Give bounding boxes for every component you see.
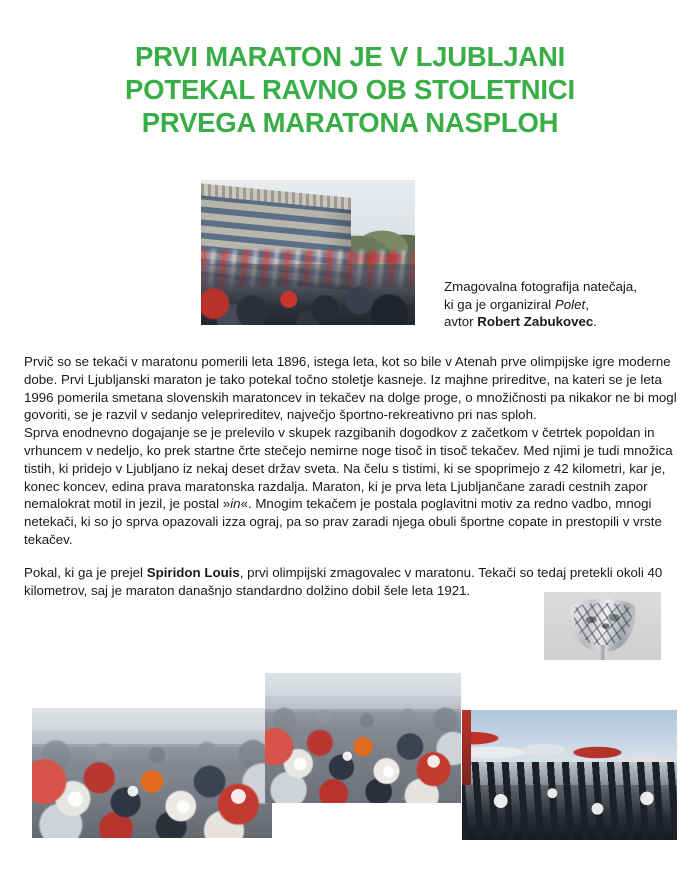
paragraph-1: Prvič so se tekači v maratonu pomerili leta 1896, istega leta, kot so bile v Atenah prve olimpijske igre moderne dobe. Prvi Ljubljanski maraton je tako potekal točno stoletje kasneje. Iz majhne prireditve, na kateri se je leta 1996 pomerila smetana slovenskih maratoncev in tekačev na dolge proge, o množičnosti pa nikakor ne bi mogl govoriti, se je razvil v sedanjo veleprireditev, največjo športno-rekreativno pri nas sploh.	[24, 354, 677, 423]
title-line-2: POTEKAL RAVNO OB STOLETNICI	[125, 74, 575, 105]
caption-line-2-post: ,	[585, 296, 589, 312]
spiridon-louis-name: Spiridon Louis	[146, 564, 240, 580]
paragraph-3-pre: Pokal, ki ga je prejel	[24, 564, 147, 580]
photo-content	[32, 708, 272, 838]
caption-author-name: Robert Zabukovec	[477, 314, 594, 329]
race-bibs	[32, 708, 272, 838]
winning-photo-parliament-crowd	[201, 180, 415, 325]
photo-content	[201, 180, 415, 325]
race-bibs	[265, 673, 461, 803]
photo-content	[265, 673, 461, 803]
race-bibs	[462, 710, 677, 840]
photo-content	[462, 710, 677, 840]
caption-line-2-pre: ki ga je organiziral	[444, 296, 555, 312]
paragraph-2	[24, 424, 678, 549]
trophy-stem	[598, 645, 606, 660]
spectator-crowd	[201, 264, 415, 325]
caption-line-3-post: .	[593, 314, 597, 329]
photo-caption	[444, 278, 679, 331]
caption-line-1: Zmagovalna fotografija natečaja,	[444, 279, 637, 294]
title-line-1: PRVI MARATON JE V LJUBLJANI	[134, 41, 566, 72]
caption-publication-name: Polet	[554, 296, 586, 312]
caption-line-3-pre: avtor	[444, 314, 478, 329]
bottom-photo-runner-crowd	[32, 708, 272, 838]
paragraph-2-pre: Sprva enodnevno dogajanje se je prelevilo v skupek razgibanih dogodkov z začetkom v četrtek popoldan in vrhuncem v nedeljo, ko prek startne črte stečejo nemirne noge tisoč in tisoč tekačev. Med njimi je tudi množica tistih, ki pridejo v Ljubljano iz nekaj deset držav sveta. Na čelu s tistimi, ki se spoprimejo z 42 kilometri, kar je, konec koncev, edina prava maratonska razdalja. Maraton, ki je prva leta Ljubljančane zaradi cestnih zapor nemalokrat motil in jezil, je postal »	[24, 425, 673, 512]
title-line-3: PRVEGA MARATONA NASPLOH	[141, 107, 559, 138]
page-title	[0, 40, 700, 139]
bottom-photo-street-runners	[265, 673, 461, 803]
bottom-photo-low-angle-runners	[462, 710, 677, 840]
article-body	[24, 353, 678, 599]
trophy-photo	[544, 592, 661, 660]
paragraph-2-post: «. Mnogim tekačem je postala poglavitni motiv za redno vadbo, mnogi netekači, ki so jo sprva opazovali izza ograj, pa so prav zaradi njega obuli športne copate in prestopili v vrste tekačev.	[24, 496, 662, 547]
paragraph-2-italic-word: in	[230, 496, 241, 512]
photo-content	[544, 592, 661, 660]
paragraph-3-post: , prvi olimpijski zmagovalec v maratonu. Tekači so tedaj pretekli okoli 40 kilometrov, saj je maraton današnjo standardno dolžino dobil šele leta 1921.	[24, 564, 663, 598]
